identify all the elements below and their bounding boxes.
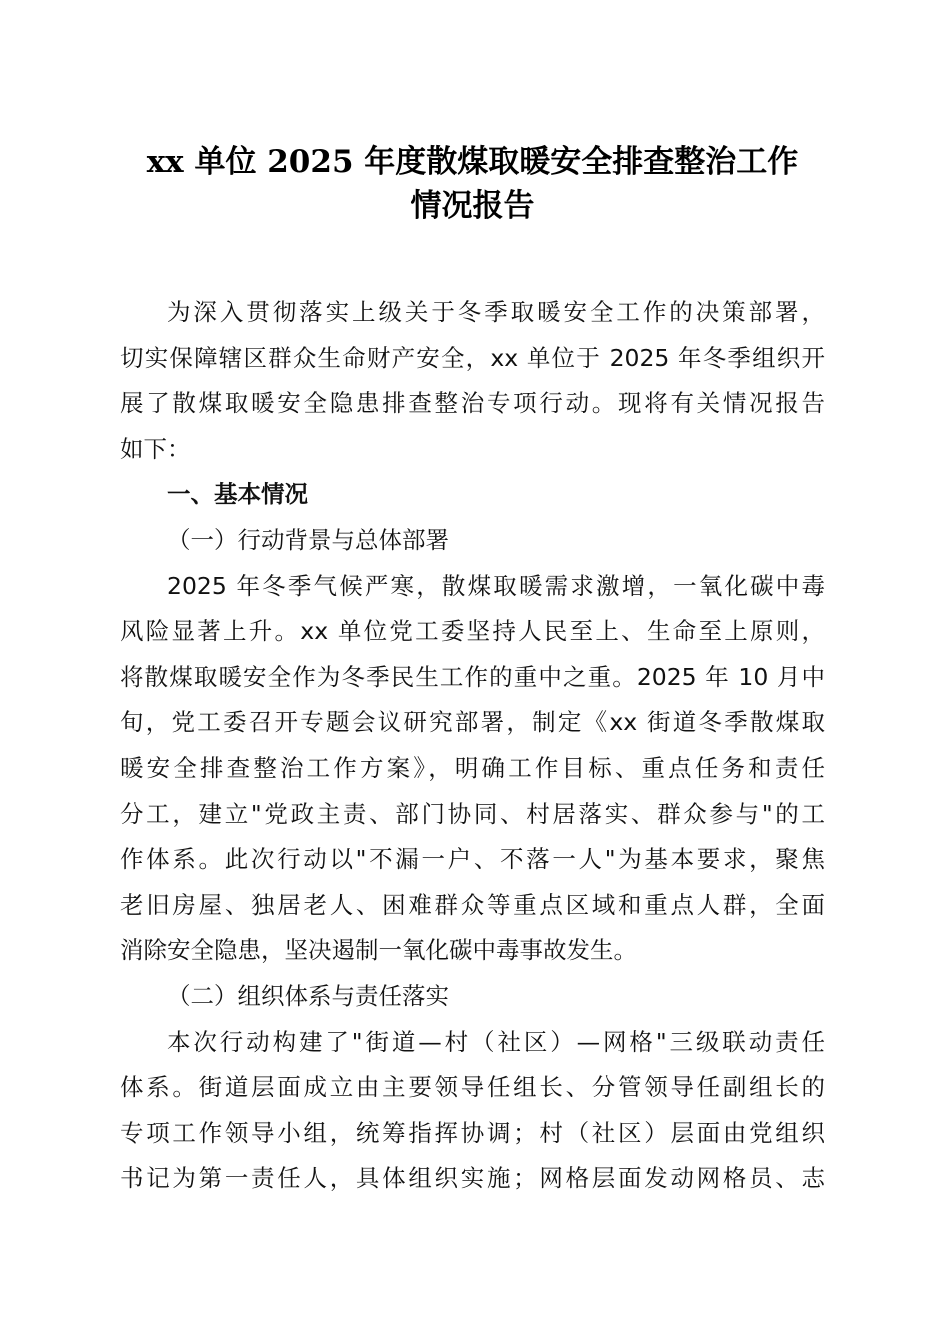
document-page: [120, 140, 825, 1202]
paragraph-line: 专项工作领导小组，统筹指挥协调；村（社区）层面由党组织: [120, 1118, 825, 1147]
paragraph-line: 作体系。此次行动以"不漏一户、不落一人"为基本要求，聚焦: [120, 845, 825, 874]
paragraph-line: 如下：: [120, 434, 191, 463]
paragraph-line: 展了散煤取暖安全隐患排查整治专项行动。现将有关情况报告: [120, 389, 825, 418]
paragraph-line: 旬，党工委召开专题会议研究部署，制定《xx 街道冬季散煤取: [120, 708, 825, 737]
organization-paragraph: [120, 1020, 825, 1202]
subsection-heading-organization: （二）组织体系与责任落实: [167, 981, 449, 1010]
section-heading-basic-situation: 一、基本情况: [167, 480, 308, 509]
paragraph-line: 本次行动构建了"街道—村（社区）—网格"三级联动责任: [167, 1027, 825, 1056]
paragraph-line: 书记为第一责任人，具体组织实施；网格层面发动网格员、志: [120, 1164, 825, 1193]
document-title: [120, 140, 825, 228]
paragraph-line: 切实保障辖区群众生命财产安全，xx 单位于 2025 年冬季组织开: [120, 343, 825, 372]
paragraph-line: 暖安全排查整治工作方案》，明确工作目标、重点任务和责任: [120, 753, 825, 782]
paragraph-line: 2025 年冬季气候严寒，散煤取暖需求激增，一氧化碳中毒: [167, 571, 825, 600]
paragraph-line: 分工，建立"党政主责、部门协同、村居落实、群众参与"的工: [120, 799, 825, 828]
title-line-1: xx 单位 2025 年度散煤取暖安全排查整治工作: [146, 144, 799, 180]
document-body: [120, 290, 825, 1202]
paragraph-line: 老旧房屋、独居老人、困难群众等重点区域和重点人群，全面: [120, 890, 825, 919]
paragraph-line: 为深入贯彻落实上级关于冬季取暖安全工作的决策部署，: [167, 298, 825, 326]
background-paragraph: [120, 564, 825, 974]
paragraph-line: 风险显著上升。xx 单位党工委坚持人民至上、生命至上原则，: [120, 617, 825, 646]
paragraph-line: 体系。街道层面成立由主要领导任组长、分管领导任副组长的: [120, 1073, 825, 1102]
paragraph-line: 消除安全隐患，坚决遏制一氧化碳中毒事故发生。: [120, 936, 637, 965]
title-line-2: 情况报告: [410, 188, 535, 224]
intro-paragraph: [120, 290, 825, 472]
paragraph-line: 将散煤取暖安全作为冬季民生工作的重中之重。2025 年 10 月中: [120, 662, 825, 691]
subsection-heading-background: （一）行动背景与总体部署: [167, 525, 449, 554]
